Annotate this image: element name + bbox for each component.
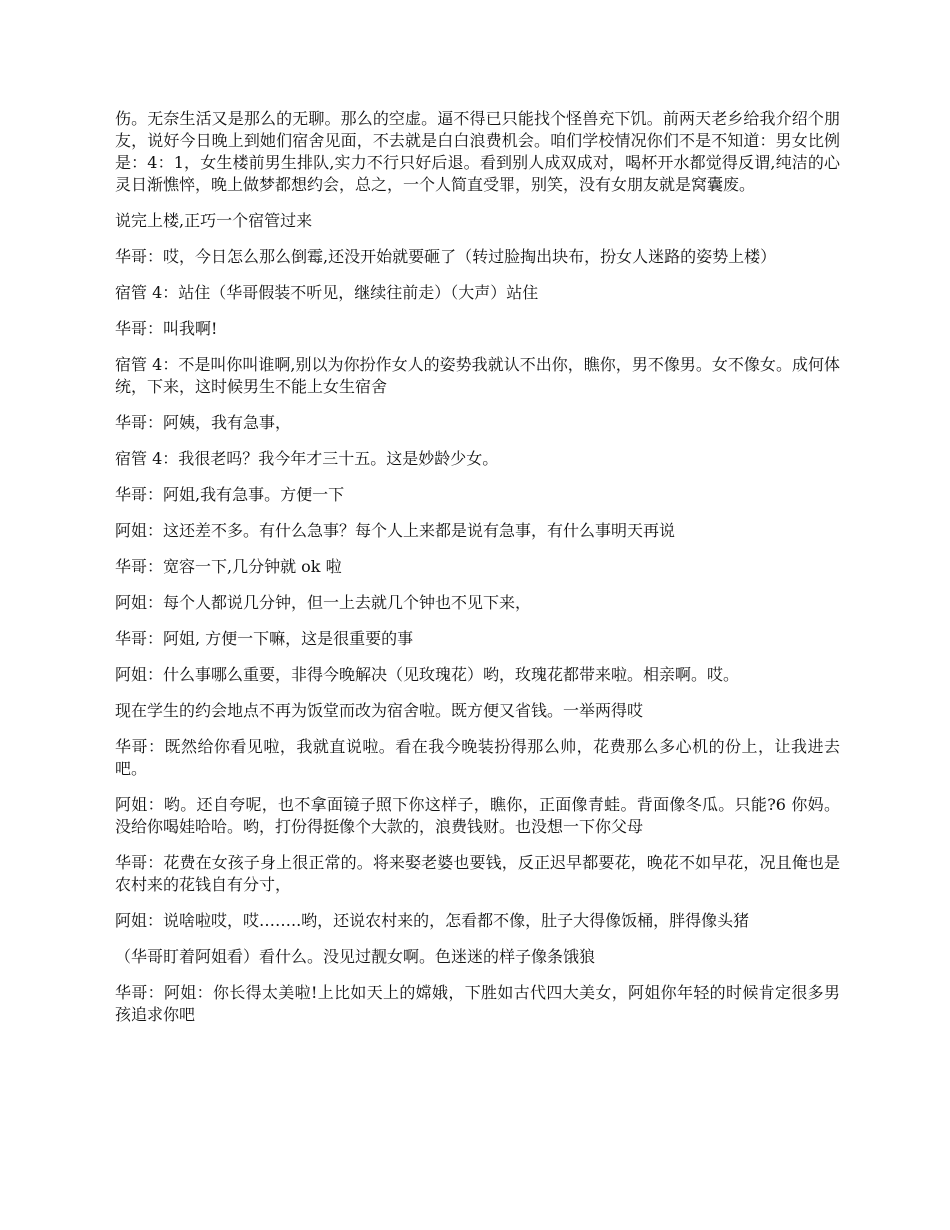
dialogue-line: 华哥：宽容一下,几分钟就 ok 啦 (115, 557, 342, 576)
dialogue-line: （华哥盯着阿姐看）看什么。没见过靓女啊。色迷迷的样子像条饿狼 (115, 947, 596, 966)
dialogue-line: 阿姐：说啥啦哎，哎……..哟，还说农村来的，怎看都不像，肚子大得像饭桶，胖得像头猪 (115, 911, 750, 930)
dialogue-line: 华哥：花费在女孩子身上很正常的。将来娶老婆也要钱，反正迟早都要花，晚花不如早花，况且俺也是农村来的花钱自有分寸， (115, 853, 840, 894)
paragraph-intro: 伤。无奈生活又是那么的无聊。那么的空虚。逼不得已只能找个怪兽充下饥。前两天老乡给我介绍个朋友，说好今日晚上到她们宿舍见面，不去就是白白浪费机会。咱们学校情况你们不是不知道：男女比例是：4：1，女生楼前男生排队,实力不行只好后退。看到别人成双成对，喝杯开水都觉得反谓,纯洁的心灵日渐憔悴，晚上做梦都想约会，总之，一个人简直受罪，别笑，没有女朋友就是窝囊废。 (115, 109, 840, 194)
dialogue-line: 宿管 4：站住（华哥假装不听见，继续往前走）（大声）站住 (115, 283, 539, 302)
dialogue-line: 宿管 4：不是叫你叫谁啊,别以为你扮作女人的姿势我就认不出你，瞧你，男不像男。女不像女。成何体统，下来，这时候男生不能上女生宿舍 (115, 355, 840, 396)
dialogue-line: 华哥：既然给你看见啦，我就直说啦。看在我今晚装扮得那么帅，花费那么多心机的份上，让我进去吧。 (115, 737, 840, 778)
dialogue-line: 阿姐：什么事哪么重要，非得今晚解决（见玫瑰花）哟，玫瑰花都带来啦。相亲啊。哎。 (115, 665, 740, 684)
dialogue-line: 阿姐：每个人都说几分钟，但一上去就几个钟也不见下来， (115, 593, 532, 612)
dialogue-line: 华哥：阿姨，我有急事， (115, 413, 292, 432)
dialogue-line: 阿姐：哟。还自夸呢，也不拿面镜子照下你这样子，瞧你，正面像青蛙。背面像冬瓜。只能?6 你妈。没给你喝娃哈哈。哟，打份得挺像个大款的，浪费钱财。也没想一下你父母 (115, 795, 840, 836)
dialogue-line: 宿管 4：我很老吗？我今年才三十五。这是妙龄少女。 (115, 449, 499, 468)
dialogue-line: 现在学生的约会地点不再为饭堂而改为宿舍啦。既方便又省钱。一举两得哎 (115, 701, 644, 720)
dialogue-line: 华哥：阿姐, 方便一下嘛，这是很重要的事 (115, 629, 414, 648)
dialogue-line: 华哥：阿姐,我有急事。方便一下 (115, 485, 345, 504)
dialogue-line: 阿姐：这还差不多。有什么急事？每个人上来都是说有急事，有什么事明天再说 (115, 521, 676, 540)
dialogue-line: 华哥：阿姐：你长得太美啦!上比如天上的嫦娥，下胜如古代四大美女，阿姐你年轻的时候肯定很多男孩追求你吧 (115, 983, 840, 1024)
paragraph-stage-direction: 说完上楼,正巧一个宿管过来 (115, 211, 313, 230)
dialogue-line: 华哥：哎，今日怎么那么倒霉,还没开始就要砸了（转过脸掏出块布，扮女人迷路的姿势上楼） (115, 247, 777, 266)
dialogue-line: 华哥：叫我啊! (115, 319, 218, 338)
document-page (115, 108, 840, 1040)
